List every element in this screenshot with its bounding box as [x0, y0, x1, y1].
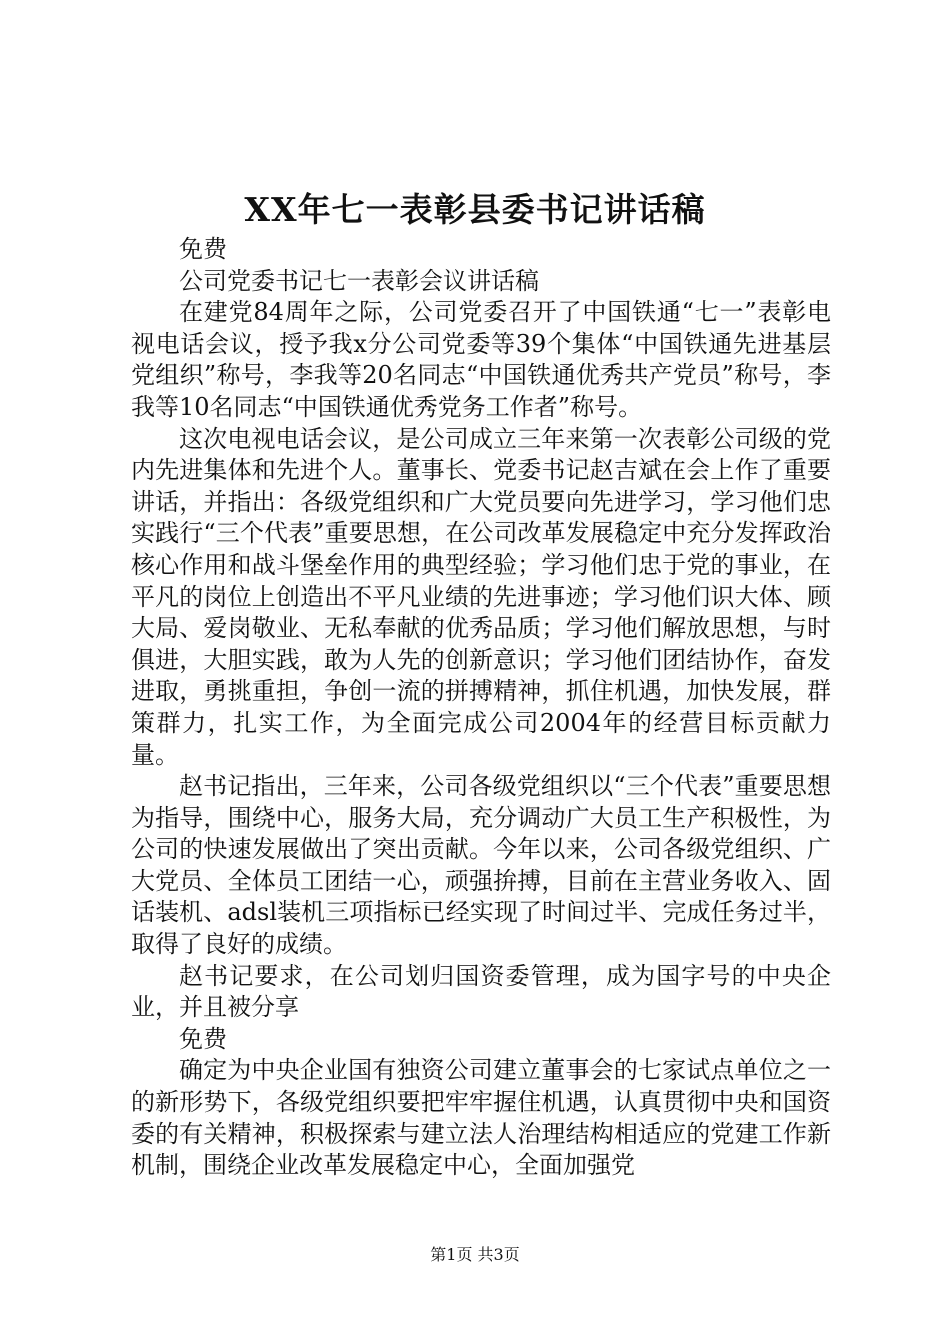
paragraph-free-label-2: 免费	[179, 1024, 227, 1053]
paragraph-5: 确定为中央企业国有独资公司建立董事会的七家试点单位之一的新形势下，各级党组织要把牢牢握住机遇，认真贯彻中央和国资委的有关精神，积极探索与建立法人治理结构相适应的党建工作新机制，围绕企业改革发展稳定中心，全面加强党	[131, 1056, 831, 1180]
paragraph-subtitle: 公司党委书记七一表彰会议讲话稿	[179, 266, 539, 295]
document-title: XX年七一表彰县委书记讲话稿	[244, 190, 706, 229]
document-body	[131, 234, 831, 1182]
paragraph-3: 赵书记指出，三年来，公司各级党组织以“三个代表”重要思想为指导，围绕中心，服务大局，充分调动广大员工生产积极性，为公司的快速发展做出了突出贡献。今年以来，公司各级党组织、广大党员、全体员工团结一心，顽强拚搏，目前在主营业务收入、固话装机、adsl装机三项指标已经实现了时间过半、完成任务过半，取得了良好的成绩。	[131, 772, 831, 959]
paragraph-4: 赵书记要求，在公司划归国资委管理，成为国字号的中央企业，并且被分享	[131, 961, 831, 1022]
paragraph-1: 在建党84周年之际，公司党委召开了中国铁通“七一”表彰电视电话会议，授予我x分公司党委等39个集体“中国铁通先进基层党组织”称号，李我等20名同志“中国铁通优秀共产党员”称号，李我等10名同志“中国铁通优秀党务工作者”称号。	[131, 298, 831, 421]
page-footer: 第1页 共3页	[430, 1245, 520, 1264]
paragraph-2: 这次电视电话会议，是公司成立三年来第一次表彰公司级的党内先进集体和先进个人。董事长、党委书记赵吉斌在会上作了重要讲话，并指出：各级党组织和广大党员要向先进学习，学习他们忠实践行“三个代表”重要思想，在公司改革发展稳定中充分发挥政治核心作用和战斗堡垒作用的典型经验；学习他们忠于党的事业，在平凡的岗位上创造出不平凡业绩的先进事迹；学习他们识大体、顾大局、爱岗敬业、无私奉献的优秀品质；学习他们解放思想，与时俱进，大胆实践，敢为人先的创新意识；学习他们团结协作，奋发进取，勇挑重担，争创一流的拼搏精神，抓住机遇，加快发展，群策群力，扎实工作，为全面完成公司2004年的经营目标贡献力量。	[131, 424, 831, 769]
paragraph-free-label: 免费	[179, 235, 227, 263]
